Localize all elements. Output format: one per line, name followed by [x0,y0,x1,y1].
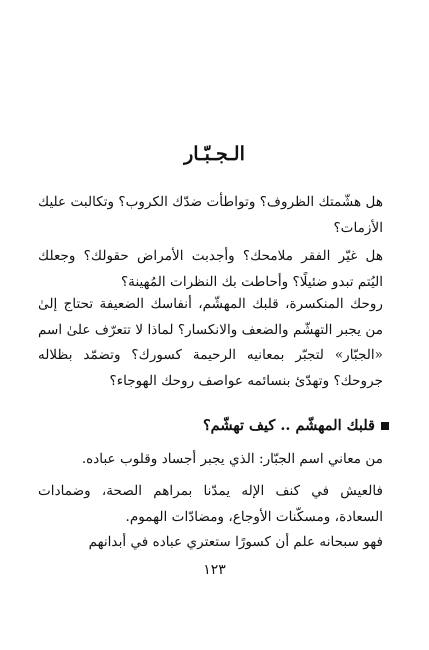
section-heading [38,417,389,434]
paragraph: هل غيّر الفقر ملامحك؟ وأجدبت الأمراض حقولك؟ وجعلك اليُتم تبدو ضئيلًا؟ وأحاطت بك النظرات المُهينة؟ [38,248,383,290]
section-paragraph: من معاني اسم الجبّار: الذي يجبر أجساد وقلوب عباده. [81,451,383,467]
paragraph: روحك المنكسرة، قلبك المهشّم، أنفاسك الضعيفة تحتاج إلىٰ من يجبر التهشّم والضعف والانكسار؟ لماذا لا تتعرّف علىٰ اسم «الجبّار» لتجبّر بمعانيه الرحيمة كسورك؟ وتضمّد بظلاله جروحك؟ وتهدّئ بنسائمه عواصف روحك الهوجاء؟ [38,296,383,389]
square-bullet-icon [381,422,389,430]
section-heading-text: قلبك المهشّم .. كيف تهشّم؟ [202,417,375,434]
section-paragraph: فالعيش في كنف الإله يمدّنا بمراهم الصحة، وضمادات السعادة، ومسكّنات الأوجاع، ومضادّات الهموم. [38,483,383,525]
chapter-title: الـجـبّـار [184,143,245,165]
section-paragraph: فهو سبحانه علم أن كسورًا ستعتري عباده في أبدانهم [88,534,383,550]
paragraph: هل هشّمتك الظروف؟ وتواطأت ضدّك الكروب؟ وتكالبت عليك الأزمات؟ [38,194,383,236]
page-number: ١٢٣ [203,562,226,578]
